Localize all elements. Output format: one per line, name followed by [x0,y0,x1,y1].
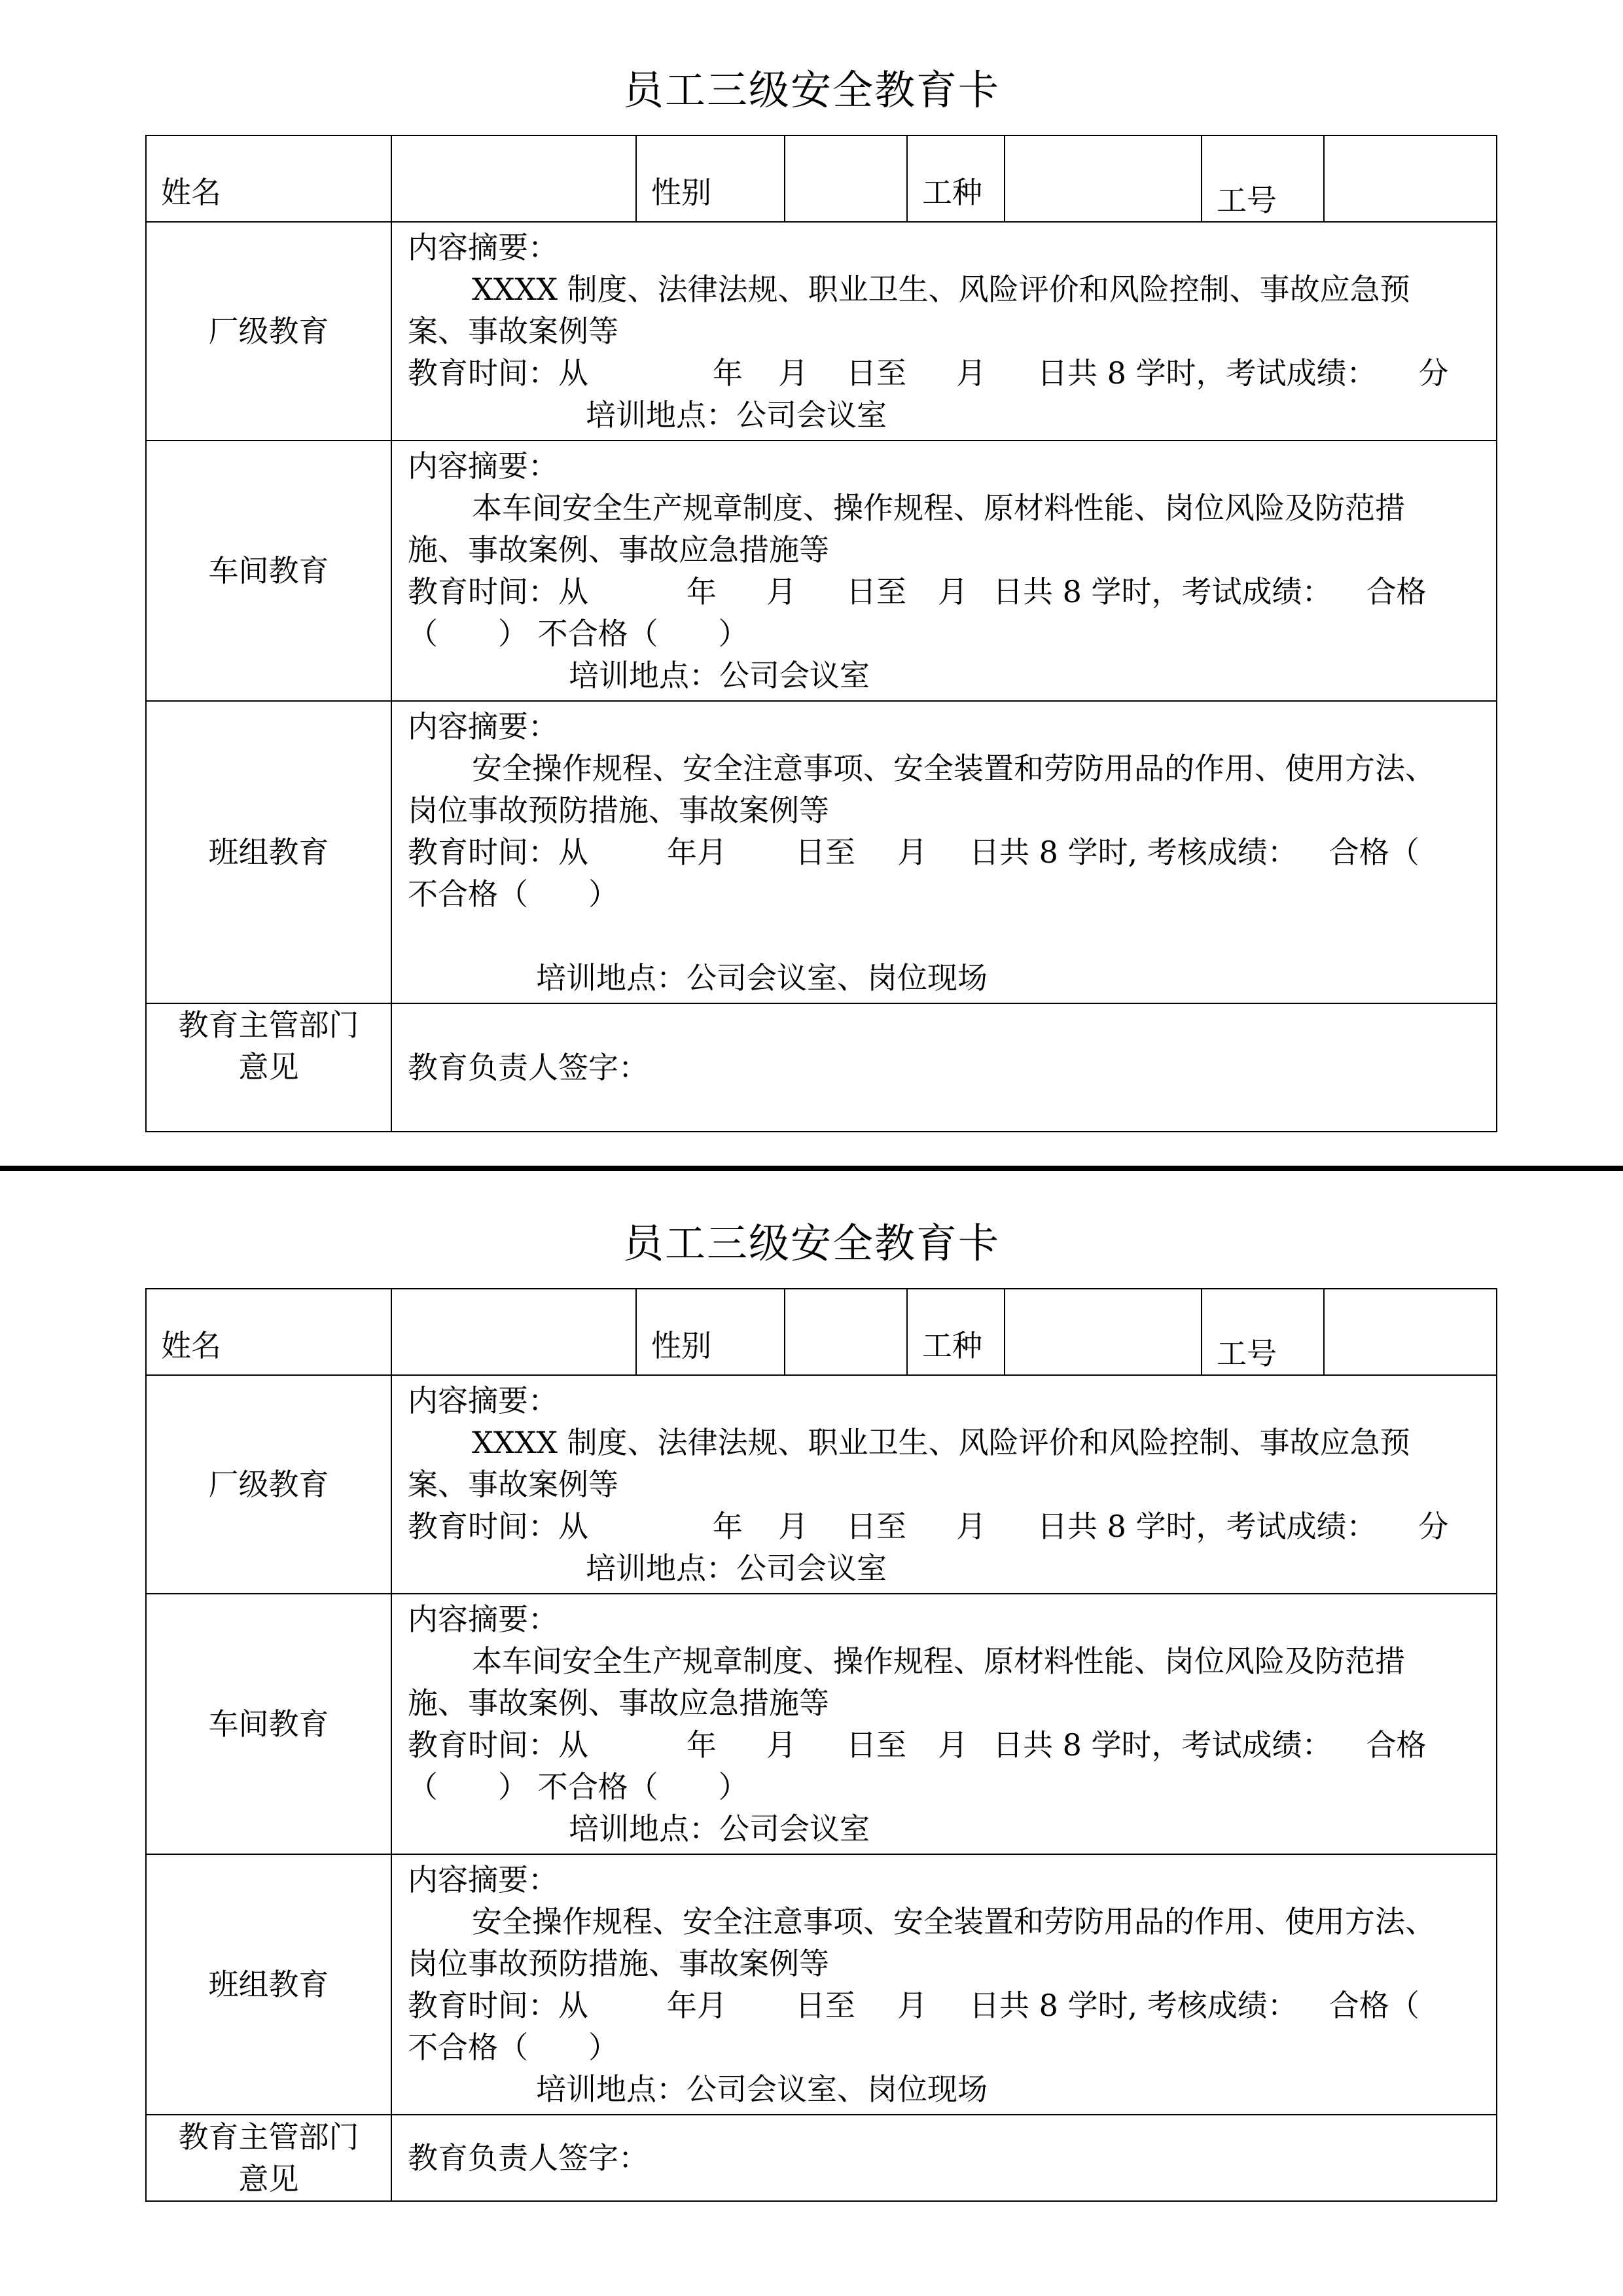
month-unit: 月 [778,355,808,391]
signature-label: 教育负责人签字： [408,1050,649,1085]
workshop-education-content [391,440,1497,701]
education-form-table [145,1288,1497,2202]
summary-text: 本车间安全生产规章制度、操作规程、原材料性能、岗位风险及防范措 [472,1643,1405,1679]
gender-label: 性别 [636,1289,785,1375]
gender-field[interactable] [785,135,907,222]
time-prefix: 教育时间：从 [408,1727,588,1763]
name-field[interactable] [391,1289,636,1375]
time-prefix: 教育时间：从 [408,574,588,609]
header-row [146,135,1497,222]
day-to-unit: 日至 [846,355,906,391]
team-education-content [391,701,1497,1003]
summary-label: 内容摘要： [408,1602,558,1637]
month-unit-2: 月 [897,834,927,870]
training-location: 培训地点：公司会议室 [586,397,887,433]
month-unit: 月 [766,574,796,609]
workshop-education-label: 车间教育 [146,1594,391,1854]
training-location: 培训地点：公司会议室 [569,1811,870,1846]
day-to-unit: 日至 [795,834,855,870]
name-label: 姓名 [146,1289,391,1375]
month-unit: 月 [766,1727,796,1763]
pass-option: 合格（ [1329,834,1419,870]
summary-text: XXXX 制度、法律法规、职业卫生、风险评价和风险控制、事故应急预 [472,1425,1410,1460]
pass-option: 合格（ [1329,1988,1419,2023]
workshop-education-row [146,1594,1497,1854]
day-to-unit: 日至 [846,1727,906,1763]
total-hours-score: 日共 8 学时，考试成绩： [1037,355,1377,391]
job-type-field[interactable] [1005,1289,1202,1375]
department-label-line2: 意见 [238,1049,299,1085]
name-label: 姓名 [146,135,391,222]
department-label-line1: 教育主管部门 [178,1007,359,1043]
signature-label: 教育负责人签字： [408,2140,649,2176]
training-location: 培训地点：公司会议室、岗位现场 [536,960,988,996]
name-field[interactable] [391,135,636,222]
month-unit-2: 月 [956,355,986,391]
factory-education-label: 厂级教育 [146,222,391,440]
month-unit: 月 [778,1509,808,1544]
department-opinion-label [146,2115,391,2201]
education-form-table [145,135,1497,1132]
result-options: （ ） 不合格（ ） [408,616,749,651]
total-hours-score: 日共 8 学时，考试成绩： [993,574,1332,609]
job-type-field[interactable] [1005,135,1202,222]
score-unit: 分 [1418,1509,1449,1544]
education-time [408,1724,1483,1766]
score-unit: 分 [1418,355,1449,391]
summary-text-cont: 案、事故案例等 [408,314,618,349]
training-location: 培训地点：公司会议室、岗位现场 [536,2072,988,2107]
factory-education-row [146,222,1497,440]
day-to-unit: 日至 [846,574,906,609]
workshop-education-row [146,440,1497,701]
total-hours-score: 日共 8 学时，考试成绩： [1037,1509,1377,1544]
month-unit-2: 月 [956,1509,986,1544]
education-time [408,1505,1483,1547]
department-opinion-row [146,2115,1497,2201]
header-row [146,1289,1497,1375]
gender-label: 性别 [636,135,785,222]
team-education-label: 班组教育 [146,1854,391,2115]
card-title: 员工三级安全教育卡 [622,66,1000,114]
department-opinion-label [146,1003,391,1132]
gender-field[interactable] [785,1289,907,1375]
department-label-line2: 意见 [238,2161,299,2197]
summary-text-cont: 岗位事故预防措施、事故案例等 [408,1946,829,1981]
year-month-unit: 年月 [667,1988,727,2023]
result-options: （ ） 不合格（ ） [408,1769,749,1804]
training-location: 培训地点：公司会议室 [569,658,870,693]
education-time [408,571,1483,613]
department-opinion-row [146,1003,1497,1132]
year-unit: 年 [687,574,717,609]
result-options: 不合格（ ） [408,876,618,912]
year-unit: 年 [713,355,743,391]
total-hours-score: 日共 8 学时，考试成绩： [993,1727,1332,1763]
team-education-row [146,701,1497,1003]
result-options: 不合格（ ） [408,2030,618,2065]
job-type-label: 工种 [907,135,1005,222]
education-time [408,831,1483,873]
employee-id-label: 工号 [1202,1289,1324,1375]
summary-text: 安全操作规程、安全注意事项、安全装置和劳防用品的作用、使用方法、 [472,751,1435,786]
team-education-label: 班组教育 [146,701,391,1003]
summary-label: 内容摘要： [408,448,558,484]
team-education-content [391,1854,1497,2115]
factory-education-label: 厂级教育 [146,1375,391,1594]
department-label-line1: 教育主管部门 [178,2119,359,2155]
factory-education-content [391,1375,1497,1594]
summary-text-cont: 案、事故案例等 [408,1467,618,1502]
time-prefix: 教育时间：从 [408,355,588,391]
day-to-unit: 日至 [795,1988,855,2023]
summary-label: 内容摘要： [408,1383,558,1418]
card-title: 员工三级安全教育卡 [622,1219,1000,1267]
year-unit: 年 [713,1509,743,1544]
year-month-unit: 年月 [667,834,727,870]
year-unit: 年 [687,1727,717,1763]
summary-text: 本车间安全生产规章制度、操作规程、原材料性能、岗位风险及防范措 [472,490,1405,526]
workshop-education-label: 车间教育 [146,440,391,701]
education-time [408,1984,1483,2026]
total-hours-score: 日共 8 学时, 考核成绩： [969,1988,1298,2023]
education-time [408,352,1483,394]
month-unit-2: 月 [897,1988,927,2023]
training-location: 培训地点：公司会议室 [586,1551,887,1586]
signature-cell[interactable] [391,2115,1497,2201]
summary-text-cont: 施、事故案例、事故应急措施等 [408,1685,829,1721]
summary-label: 内容摘要： [408,1862,558,1897]
pass-option: 合格 [1366,1727,1427,1763]
month-unit-2: 月 [938,1727,968,1763]
time-prefix: 教育时间：从 [408,1509,588,1544]
summary-text: 安全操作规程、安全注意事项、安全装置和劳防用品的作用、使用方法、 [472,1904,1435,1939]
factory-education-row [146,1375,1497,1594]
time-prefix: 教育时间：从 [408,834,588,870]
blank-line [408,915,1483,957]
month-unit-2: 月 [938,574,968,609]
factory-education-content [391,222,1497,440]
safety-education-card-2 [0,1153,1623,2296]
employee-id-field[interactable] [1324,1289,1497,1375]
workshop-education-content [391,1594,1497,1854]
summary-text-cont: 施、事故案例、事故应急措施等 [408,532,829,567]
team-education-row [146,1854,1497,2115]
time-prefix: 教育时间：从 [408,1988,588,2023]
summary-label: 内容摘要： [408,230,558,265]
summary-text-cont: 岗位事故预防措施、事故案例等 [408,793,829,828]
employee-id-field[interactable] [1324,135,1497,222]
signature-cell[interactable] [391,1003,1497,1132]
job-type-label: 工种 [907,1289,1005,1375]
summary-text: XXXX 制度、法律法规、职业卫生、风险评价和风险控制、事故应急预 [472,272,1410,307]
pass-option: 合格 [1366,574,1427,609]
summary-label: 内容摘要： [408,709,558,744]
employee-id-label: 工号 [1202,135,1324,222]
total-hours-score: 日共 8 学时, 考核成绩： [969,834,1298,870]
day-to-unit: 日至 [846,1509,906,1544]
